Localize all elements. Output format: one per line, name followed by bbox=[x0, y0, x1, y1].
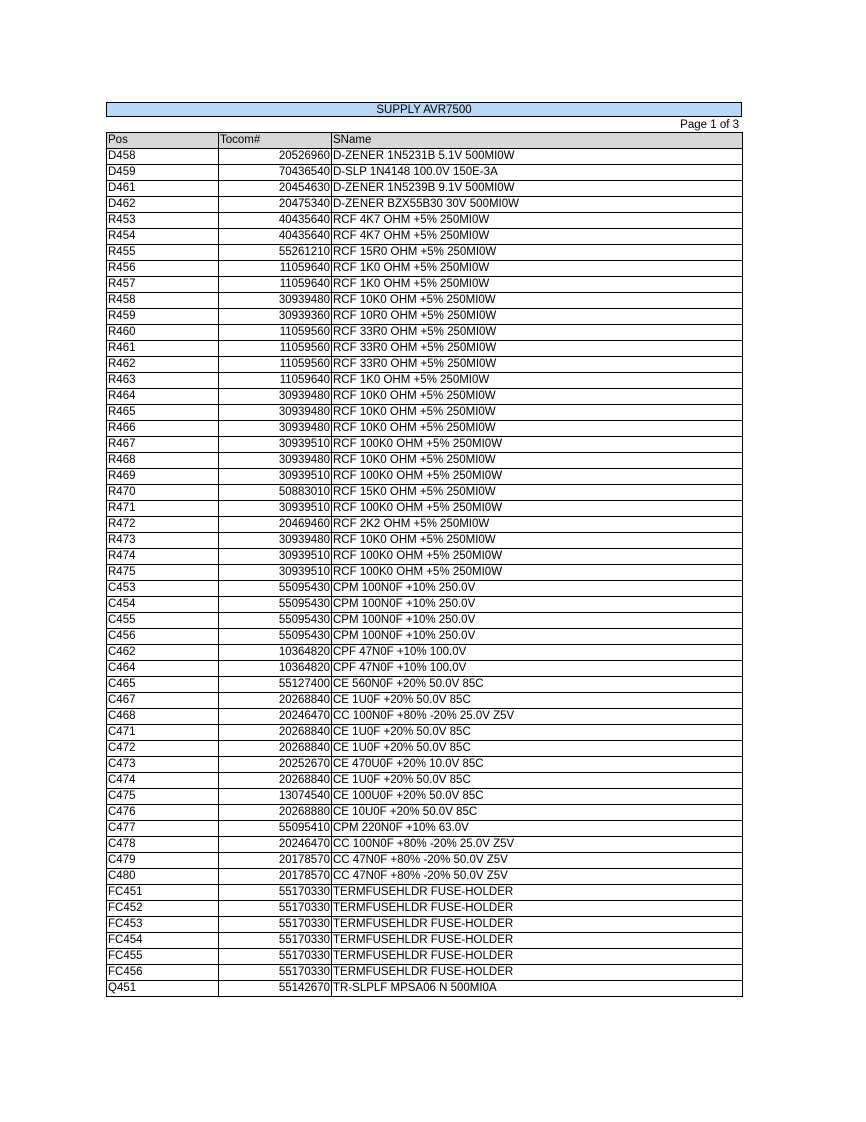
tocom-cell: 13074540 bbox=[219, 789, 332, 805]
tocom-cell: 55170330 bbox=[219, 885, 332, 901]
sname-cell: RCF 10K0 OHM +5% 250MI0W bbox=[332, 293, 743, 309]
pos-cell: C456 bbox=[107, 629, 219, 645]
sname-cell: CC 100N0F +80% -20% 25.0V Z5V bbox=[332, 709, 743, 725]
pos-cell: R460 bbox=[107, 325, 219, 341]
tocom-cell: 30939480 bbox=[219, 389, 332, 405]
sname-cell: CE 1U0F +20% 50.0V 85C bbox=[332, 773, 743, 789]
tocom-cell: 55170330 bbox=[219, 949, 332, 965]
table-row bbox=[107, 581, 743, 597]
pos-cell: R475 bbox=[107, 565, 219, 581]
table-row bbox=[107, 901, 743, 917]
table-row bbox=[107, 405, 743, 421]
pos-cell: C468 bbox=[107, 709, 219, 725]
tocom-cell: 55170330 bbox=[219, 901, 332, 917]
tocom-cell: 20268840 bbox=[219, 693, 332, 709]
tocom-cell: 55261210 bbox=[219, 245, 332, 261]
sname-cell: CC 47N0F +80% -20% 50.0V Z5V bbox=[332, 869, 743, 885]
tocom-cell: 55095430 bbox=[219, 613, 332, 629]
pos-cell: R458 bbox=[107, 293, 219, 309]
table-row bbox=[107, 837, 743, 853]
table-row bbox=[107, 261, 743, 277]
table-row bbox=[107, 293, 743, 309]
sname-cell: RCF 33R0 OHM +5% 250MI0W bbox=[332, 341, 743, 357]
pos-cell: R462 bbox=[107, 357, 219, 373]
parts-list-sheet bbox=[106, 102, 742, 997]
pos-cell: FC456 bbox=[107, 965, 219, 981]
pos-cell: C465 bbox=[107, 677, 219, 693]
tocom-cell: 11059640 bbox=[219, 261, 332, 277]
tocom-cell: 55095430 bbox=[219, 629, 332, 645]
table-row bbox=[107, 533, 743, 549]
pos-cell: D462 bbox=[107, 197, 219, 213]
tocom-cell: 55095410 bbox=[219, 821, 332, 837]
sname-cell: RCF 100K0 OHM +5% 250MI0W bbox=[332, 501, 743, 517]
sname-cell: TERMFUSEHLDR FUSE-HOLDER bbox=[332, 965, 743, 981]
table-body bbox=[107, 149, 743, 997]
pos-cell: C471 bbox=[107, 725, 219, 741]
pos-cell: D461 bbox=[107, 181, 219, 197]
table-row bbox=[107, 309, 743, 325]
tocom-cell: 30939480 bbox=[219, 453, 332, 469]
sname-cell: TERMFUSEHLDR FUSE-HOLDER bbox=[332, 901, 743, 917]
sname-cell: CPM 100N0F +10% 250.0V bbox=[332, 597, 743, 613]
pos-cell: FC452 bbox=[107, 901, 219, 917]
pos-cell: R469 bbox=[107, 469, 219, 485]
sname-cell: CC 47N0F +80% -20% 50.0V Z5V bbox=[332, 853, 743, 869]
parts-table bbox=[106, 132, 743, 997]
sname-cell: RCF 10K0 OHM +5% 250MI0W bbox=[332, 389, 743, 405]
tocom-cell: 50883010 bbox=[219, 485, 332, 501]
table-row bbox=[107, 629, 743, 645]
pos-cell: C476 bbox=[107, 805, 219, 821]
tocom-cell: 20178570 bbox=[219, 869, 332, 885]
tocom-cell: 20475340 bbox=[219, 197, 332, 213]
pos-cell: C454 bbox=[107, 597, 219, 613]
table-row bbox=[107, 565, 743, 581]
pos-cell: C462 bbox=[107, 645, 219, 661]
page-indicator: Page 1 of 3 bbox=[680, 119, 739, 131]
tocom-cell: 30939480 bbox=[219, 405, 332, 421]
sname-cell: RCF 2K2 OHM +5% 250MI0W bbox=[332, 517, 743, 533]
pos-cell: R467 bbox=[107, 437, 219, 453]
tocom-cell: 70436540 bbox=[219, 165, 332, 181]
pos-cell: C478 bbox=[107, 837, 219, 853]
tocom-cell: 20526960 bbox=[219, 149, 332, 165]
pos-cell: R456 bbox=[107, 261, 219, 277]
sname-cell: CC 100N0F +80% -20% 25.0V Z5V bbox=[332, 837, 743, 853]
table-row bbox=[107, 421, 743, 437]
tocom-cell: 55170330 bbox=[219, 933, 332, 949]
table-row bbox=[107, 357, 743, 373]
table-row bbox=[107, 229, 743, 245]
sname-cell: RCF 33R0 OHM +5% 250MI0W bbox=[332, 325, 743, 341]
tocom-cell: 30939510 bbox=[219, 501, 332, 517]
table-row bbox=[107, 389, 743, 405]
tocom-cell: 11059560 bbox=[219, 341, 332, 357]
pos-cell: R457 bbox=[107, 277, 219, 293]
sname-cell: CPF 47N0F +10% 100.0V bbox=[332, 661, 743, 677]
tocom-cell: 55095430 bbox=[219, 581, 332, 597]
pos-cell: R455 bbox=[107, 245, 219, 261]
pos-cell: C464 bbox=[107, 661, 219, 677]
tocom-cell: 55095430 bbox=[219, 597, 332, 613]
sname-cell: CE 560N0F +20% 50.0V 85C bbox=[332, 677, 743, 693]
tocom-cell: 30939510 bbox=[219, 549, 332, 565]
table-row bbox=[107, 341, 743, 357]
table-row bbox=[107, 885, 743, 901]
sname-cell: RCF 33R0 OHM +5% 250MI0W bbox=[332, 357, 743, 373]
pos-cell: D458 bbox=[107, 149, 219, 165]
pos-cell: C475 bbox=[107, 789, 219, 805]
tocom-cell: 10364820 bbox=[219, 645, 332, 661]
pos-cell: FC455 bbox=[107, 949, 219, 965]
tocom-cell: 20252670 bbox=[219, 757, 332, 773]
table-row bbox=[107, 981, 743, 997]
table-row bbox=[107, 853, 743, 869]
table-row bbox=[107, 677, 743, 693]
sname-cell: RCF 1K0 OHM +5% 250MI0W bbox=[332, 277, 743, 293]
tocom-cell: 55127400 bbox=[219, 677, 332, 693]
sname-cell: CPF 47N0F +10% 100.0V bbox=[332, 645, 743, 661]
pos-cell: R472 bbox=[107, 517, 219, 533]
sname-cell: CPM 100N0F +10% 250.0V bbox=[332, 581, 743, 597]
pos-cell: R465 bbox=[107, 405, 219, 421]
tocom-cell: 30939510 bbox=[219, 565, 332, 581]
pos-cell: C480 bbox=[107, 869, 219, 885]
pos-cell: C472 bbox=[107, 741, 219, 757]
pos-cell: FC454 bbox=[107, 933, 219, 949]
table-row bbox=[107, 773, 743, 789]
tocom-cell: 20178570 bbox=[219, 853, 332, 869]
sname-cell: CE 1U0F +20% 50.0V 85C bbox=[332, 741, 743, 757]
sname-cell: RCF 100K0 OHM +5% 250MI0W bbox=[332, 565, 743, 581]
tocom-cell: 11059560 bbox=[219, 357, 332, 373]
table-row bbox=[107, 693, 743, 709]
table-row bbox=[107, 453, 743, 469]
pos-cell: R459 bbox=[107, 309, 219, 325]
sname-cell: D-ZENER 1N5231B 5.1V 500MI0W bbox=[332, 149, 743, 165]
sheet-title: SUPPLY AVR7500 bbox=[106, 102, 742, 117]
table-row bbox=[107, 757, 743, 773]
table-row bbox=[107, 597, 743, 613]
sname-cell: CE 1U0F +20% 50.0V 85C bbox=[332, 693, 743, 709]
pos-cell: C455 bbox=[107, 613, 219, 629]
table-row bbox=[107, 501, 743, 517]
sname-cell: TR-SLPLF MPSA06 N 500MI0A bbox=[332, 981, 743, 997]
pos-cell: C453 bbox=[107, 581, 219, 597]
sname-cell: TERMFUSEHLDR FUSE-HOLDER bbox=[332, 917, 743, 933]
table-row bbox=[107, 805, 743, 821]
tocom-cell: 55170330 bbox=[219, 965, 332, 981]
tocom-cell: 30939510 bbox=[219, 469, 332, 485]
table-row bbox=[107, 165, 743, 181]
pos-cell: R473 bbox=[107, 533, 219, 549]
tocom-cell: 20268840 bbox=[219, 741, 332, 757]
sname-cell: RCF 100K0 OHM +5% 250MI0W bbox=[332, 437, 743, 453]
tocom-cell: 55170330 bbox=[219, 917, 332, 933]
sname-cell: CPM 220N0F +10% 63.0V bbox=[332, 821, 743, 837]
tocom-cell: 55142670 bbox=[219, 981, 332, 997]
tocom-cell: 11059640 bbox=[219, 277, 332, 293]
pos-cell: R464 bbox=[107, 389, 219, 405]
header-row bbox=[107, 133, 743, 149]
table-row bbox=[107, 149, 743, 165]
sname-cell: RCF 15K0 OHM +5% 250MI0W bbox=[332, 485, 743, 501]
sname-cell: CPM 100N0F +10% 250.0V bbox=[332, 629, 743, 645]
pos-cell: C467 bbox=[107, 693, 219, 709]
pos-cell: R471 bbox=[107, 501, 219, 517]
pos-cell: FC453 bbox=[107, 917, 219, 933]
sname-cell: CE 10U0F +20% 50.0V 85C bbox=[332, 805, 743, 821]
sname-cell: D-ZENER BZX55B30 30V 500MI0W bbox=[332, 197, 743, 213]
sname-cell: RCF 15R0 OHM +5% 250MI0W bbox=[332, 245, 743, 261]
sname-cell: RCF 100K0 OHM +5% 250MI0W bbox=[332, 549, 743, 565]
table-row bbox=[107, 469, 743, 485]
table-row bbox=[107, 789, 743, 805]
table-row bbox=[107, 181, 743, 197]
tocom-cell: 30939480 bbox=[219, 421, 332, 437]
pos-cell: R470 bbox=[107, 485, 219, 501]
tocom-cell: 20246470 bbox=[219, 837, 332, 853]
table-row bbox=[107, 613, 743, 629]
pos-cell: R468 bbox=[107, 453, 219, 469]
sname-cell: RCF 10K0 OHM +5% 250MI0W bbox=[332, 533, 743, 549]
pos-cell: R463 bbox=[107, 373, 219, 389]
tocom-cell: 20469460 bbox=[219, 517, 332, 533]
table-row bbox=[107, 277, 743, 293]
sname-cell: D-ZENER 1N5239B 9.1V 500MI0W bbox=[332, 181, 743, 197]
sname-cell: CE 1U0F +20% 50.0V 85C bbox=[332, 725, 743, 741]
table-row bbox=[107, 661, 743, 677]
tocom-cell: 20454630 bbox=[219, 181, 332, 197]
sname-cell: RCF 1K0 OHM +5% 250MI0W bbox=[332, 261, 743, 277]
sname-cell: RCF 4K7 OHM +5% 250MI0W bbox=[332, 229, 743, 245]
table-row bbox=[107, 485, 743, 501]
pos-cell: R474 bbox=[107, 549, 219, 565]
table-row bbox=[107, 741, 743, 757]
sname-cell: TERMFUSEHLDR FUSE-HOLDER bbox=[332, 949, 743, 965]
column-header-pos: Pos bbox=[107, 133, 219, 149]
pos-cell: R466 bbox=[107, 421, 219, 437]
tocom-cell: 40435640 bbox=[219, 229, 332, 245]
table-row bbox=[107, 917, 743, 933]
sname-cell: TERMFUSEHLDR FUSE-HOLDER bbox=[332, 885, 743, 901]
table-row bbox=[107, 869, 743, 885]
sname-cell: CE 100U0F +20% 50.0V 85C bbox=[332, 789, 743, 805]
table-row bbox=[107, 725, 743, 741]
column-header-tocom: Tocom# bbox=[219, 133, 332, 149]
tocom-cell: 10364820 bbox=[219, 661, 332, 677]
sname-cell: RCF 10K0 OHM +5% 250MI0W bbox=[332, 421, 743, 437]
pos-cell: C473 bbox=[107, 757, 219, 773]
pos-cell: C474 bbox=[107, 773, 219, 789]
table-row bbox=[107, 933, 743, 949]
column-header-sname: SName bbox=[332, 133, 743, 149]
table-row bbox=[107, 949, 743, 965]
pos-cell: R461 bbox=[107, 341, 219, 357]
table-row bbox=[107, 373, 743, 389]
pos-cell: C479 bbox=[107, 853, 219, 869]
tocom-cell: 11059560 bbox=[219, 325, 332, 341]
sname-cell: RCF 10R0 OHM +5% 250MI0W bbox=[332, 309, 743, 325]
sname-cell: D-SLP 1N4148 100.0V 150E-3A bbox=[332, 165, 743, 181]
tocom-cell: 30939360 bbox=[219, 309, 332, 325]
sname-cell: TERMFUSEHLDR FUSE-HOLDER bbox=[332, 933, 743, 949]
table-row bbox=[107, 197, 743, 213]
tocom-cell: 30939480 bbox=[219, 533, 332, 549]
tocom-cell: 20268840 bbox=[219, 773, 332, 789]
table-row bbox=[107, 245, 743, 261]
sname-cell: RCF 100K0 OHM +5% 250MI0W bbox=[332, 469, 743, 485]
pos-cell: FC451 bbox=[107, 885, 219, 901]
tocom-cell: 20246470 bbox=[219, 709, 332, 725]
sname-cell: RCF 10K0 OHM +5% 250MI0W bbox=[332, 453, 743, 469]
tocom-cell: 30939480 bbox=[219, 293, 332, 309]
tocom-cell: 20268880 bbox=[219, 805, 332, 821]
sname-cell: CE 470U0F +20% 10.0V 85C bbox=[332, 757, 743, 773]
sname-cell: RCF 10K0 OHM +5% 250MI0W bbox=[332, 405, 743, 421]
pos-cell: R453 bbox=[107, 213, 219, 229]
table-row bbox=[107, 965, 743, 981]
sname-cell: CPM 100N0F +10% 250.0V bbox=[332, 613, 743, 629]
table-row bbox=[107, 645, 743, 661]
pos-cell: R454 bbox=[107, 229, 219, 245]
sname-cell: RCF 1K0 OHM +5% 250MI0W bbox=[332, 373, 743, 389]
table-row bbox=[107, 821, 743, 837]
table-row bbox=[107, 709, 743, 725]
pos-cell: Q451 bbox=[107, 981, 219, 997]
pos-cell: D459 bbox=[107, 165, 219, 181]
tocom-cell: 20268840 bbox=[219, 725, 332, 741]
table-row bbox=[107, 325, 743, 341]
tocom-cell: 30939510 bbox=[219, 437, 332, 453]
table-row bbox=[107, 517, 743, 533]
tocom-cell: 11059640 bbox=[219, 373, 332, 389]
table-row bbox=[107, 549, 743, 565]
table-row bbox=[107, 213, 743, 229]
table-row bbox=[107, 437, 743, 453]
tocom-cell: 40435640 bbox=[219, 213, 332, 229]
pos-cell: C477 bbox=[107, 821, 219, 837]
sname-cell: RCF 4K7 OHM +5% 250MI0W bbox=[332, 213, 743, 229]
